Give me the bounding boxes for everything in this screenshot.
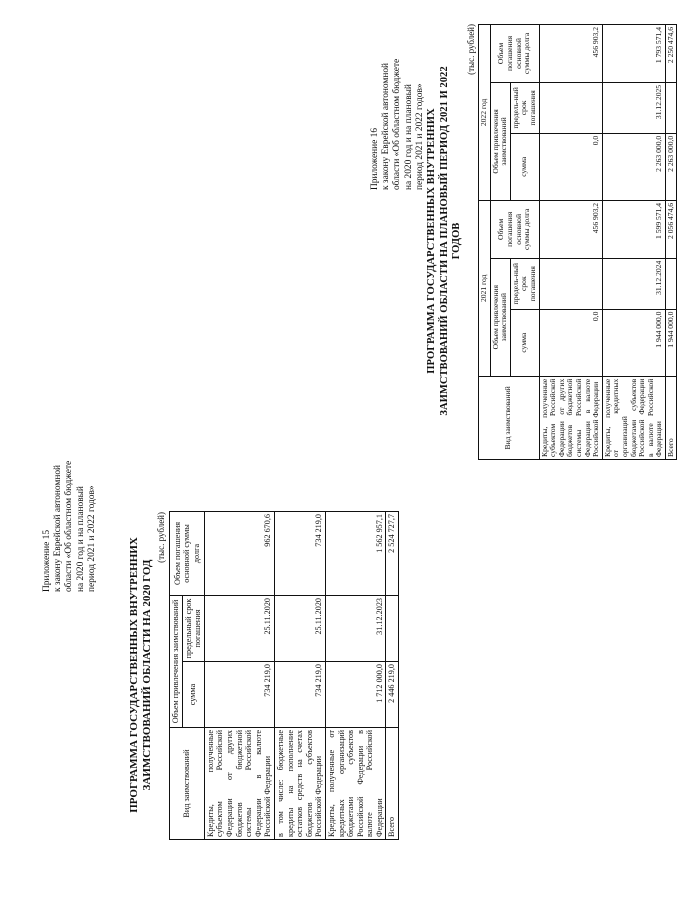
header-repayment-2021: Объем погашения основной суммы долга <box>490 200 539 258</box>
table-row <box>325 511 386 839</box>
row-deadline-2022 <box>539 82 602 133</box>
row-deadline: 25.11.2020 <box>204 595 274 661</box>
appendix-16-heading <box>370 28 426 190</box>
appendix-16-line: на 2020 год и на плановый <box>403 84 414 190</box>
row-repayment-2022: 456 903,2 <box>539 25 602 83</box>
table-row <box>274 511 325 839</box>
row-label: Всего <box>386 728 399 840</box>
table-row <box>204 511 274 839</box>
row-sum-2022: 2 263 000,0 <box>602 133 665 200</box>
table-row-total <box>386 511 399 839</box>
row-deadline-2021: 31.12.2024 <box>602 258 665 309</box>
appendix-15-line: области «Об областном бюджете <box>64 460 75 592</box>
row-sum: 1 712 000,0 <box>325 662 386 728</box>
appendix-15-line: на 2020 год и на плановый <box>75 486 86 592</box>
appendix-15-line: Приложение 15 <box>42 529 52 592</box>
appendix-15-line: к закону Еврейской автономной <box>53 464 64 592</box>
header-repayment-2022: Объем погашения основной суммы долга <box>490 25 539 83</box>
table-row <box>602 25 665 460</box>
appendix-15-table <box>169 511 399 840</box>
appendix-15-title-line: ПРОГРАММА ГОСУДАРСТВЕННЫХ ВНУТРЕННИХ <box>128 537 140 813</box>
appendix-16-title <box>426 22 464 460</box>
header-type: Вид заимствований <box>170 728 205 840</box>
row-deadline: 25.11.2020 <box>274 595 325 661</box>
row-deadline-2022: 31.12.2025 <box>602 82 665 133</box>
row-sum: 734 219,0 <box>204 662 274 728</box>
appendix-16-line: области «Об областном бюджете <box>392 58 403 190</box>
appendix-16-units: (тыс. рублей) <box>466 24 476 75</box>
row-label: Всего <box>665 376 677 459</box>
row-label: Кредиты, полученные субъектом Российской Федерации от других бюджетов бюджетной системы Российской Федерации в валюте Российской Федерации <box>539 376 602 459</box>
header-deadline-2021: предель-ный срок погашения <box>510 258 539 309</box>
row-repayment: 1 562 957,1 <box>325 511 386 595</box>
appendix-15-title-line: ЗАИМСТВОВАНИЙ ОБЛАСТИ НА 2020 ГОД <box>140 559 153 791</box>
header-deadline-2022: предель-ный срок погашения <box>510 82 539 133</box>
header-year-2022: 2022 год <box>479 25 491 201</box>
appendix-16-title-line: ПРОГРАММА ГОСУДАРСТВЕННЫХ ВНУТРЕННИХ <box>426 108 437 374</box>
row-repayment: 962 670,6 <box>204 511 274 595</box>
appendix-16-block <box>368 20 675 460</box>
header-type: Вид заимствований <box>479 376 540 459</box>
table-row-total <box>665 25 677 460</box>
row-repayment-2021: 1 599 571,4 <box>602 200 665 258</box>
row-deadline-2021 <box>539 258 602 309</box>
appendix-16-line: Приложение 16 <box>370 127 380 190</box>
row-label: Кредиты, полученные от кредитных организаций бюджетами субъектов Российской Федерации в валюте Российской Федерации <box>325 728 386 840</box>
header-sum-2022: сумма <box>510 133 539 200</box>
appendix-16-line: период 2021 и 2022 годов» <box>414 83 425 190</box>
appendix-16-title-line: ЗАИМСТВОВАНИЙ ОБЛАСТИ НА ПЛАНОВЫЙ ПЕРИОД 2021 И 2022 <box>438 66 450 416</box>
row-repayment: 2 524 727,7 <box>386 511 399 595</box>
row-label: Кредиты, полученные субъектом Российской Федерации от других бюджетов бюджетной системы Российской Федерации в валюте Российской Федерации <box>204 728 274 840</box>
row-sum-2021: 1 944 000,0 <box>665 309 677 376</box>
appendix-15-line: период 2021 и 2022 годов» <box>86 485 97 592</box>
appendix-15-units: (тыс. рублей) <box>156 512 166 563</box>
row-sum: 2 446 219,0 <box>386 662 399 728</box>
row-sum: 734 219,0 <box>274 662 325 728</box>
row-repayment-2022: 2 250 474,6 <box>665 25 677 83</box>
header-attraction-2021: Объем привлечения заимствований <box>490 258 510 376</box>
row-repayment-2021: 2 056 474,6 <box>665 200 677 258</box>
row-deadline-2022 <box>665 82 677 133</box>
header-deadline: предельный срок погашения <box>182 595 204 661</box>
row-deadline-2021 <box>665 258 677 309</box>
row-sum-2021: 1 944 000,0 <box>602 309 665 376</box>
row-sum-2022: 2 263 000,0 <box>665 133 677 200</box>
row-label: в том числе: бюджетные кредиты на пополнение остатков средств на счетах бюджетов субъектов Российской Федерации <box>274 728 325 840</box>
row-deadline <box>386 595 399 661</box>
header-attraction: Объем привлечения заимствований <box>170 595 183 727</box>
header-sum-2021: сумма <box>510 309 539 376</box>
appendix-15-block <box>40 322 397 842</box>
row-repayment-2022: 1 793 571,4 <box>602 25 665 83</box>
header-repayment: Объем погашения основной суммы долга <box>170 511 205 595</box>
row-repayment: 734 219,0 <box>274 511 325 595</box>
row-sum-2021: 0,0 <box>539 309 602 376</box>
appendix-16-table <box>478 24 677 460</box>
header-year-2021: 2021 год <box>479 200 491 376</box>
appendix-16-title-line: ГОДОВ <box>451 222 462 260</box>
row-sum-2022: 0,0 <box>539 133 602 200</box>
header-sum: сумма <box>182 662 204 728</box>
appendix-15-title <box>128 510 153 840</box>
row-deadline: 31.12.2023 <box>325 595 386 661</box>
appendix-15-heading <box>42 430 98 592</box>
table-row <box>539 25 602 460</box>
row-label: Кредиты, полученные от кредитных организаций бюджетами субъектов Российской Федерации в валюте Российской Федерации <box>602 376 665 459</box>
row-repayment-2021: 456 903,2 <box>539 200 602 258</box>
appendix-16-line: к закону Еврейской автономной <box>381 62 392 190</box>
header-attraction-2022: Объем привлечения заимствований <box>490 82 510 200</box>
